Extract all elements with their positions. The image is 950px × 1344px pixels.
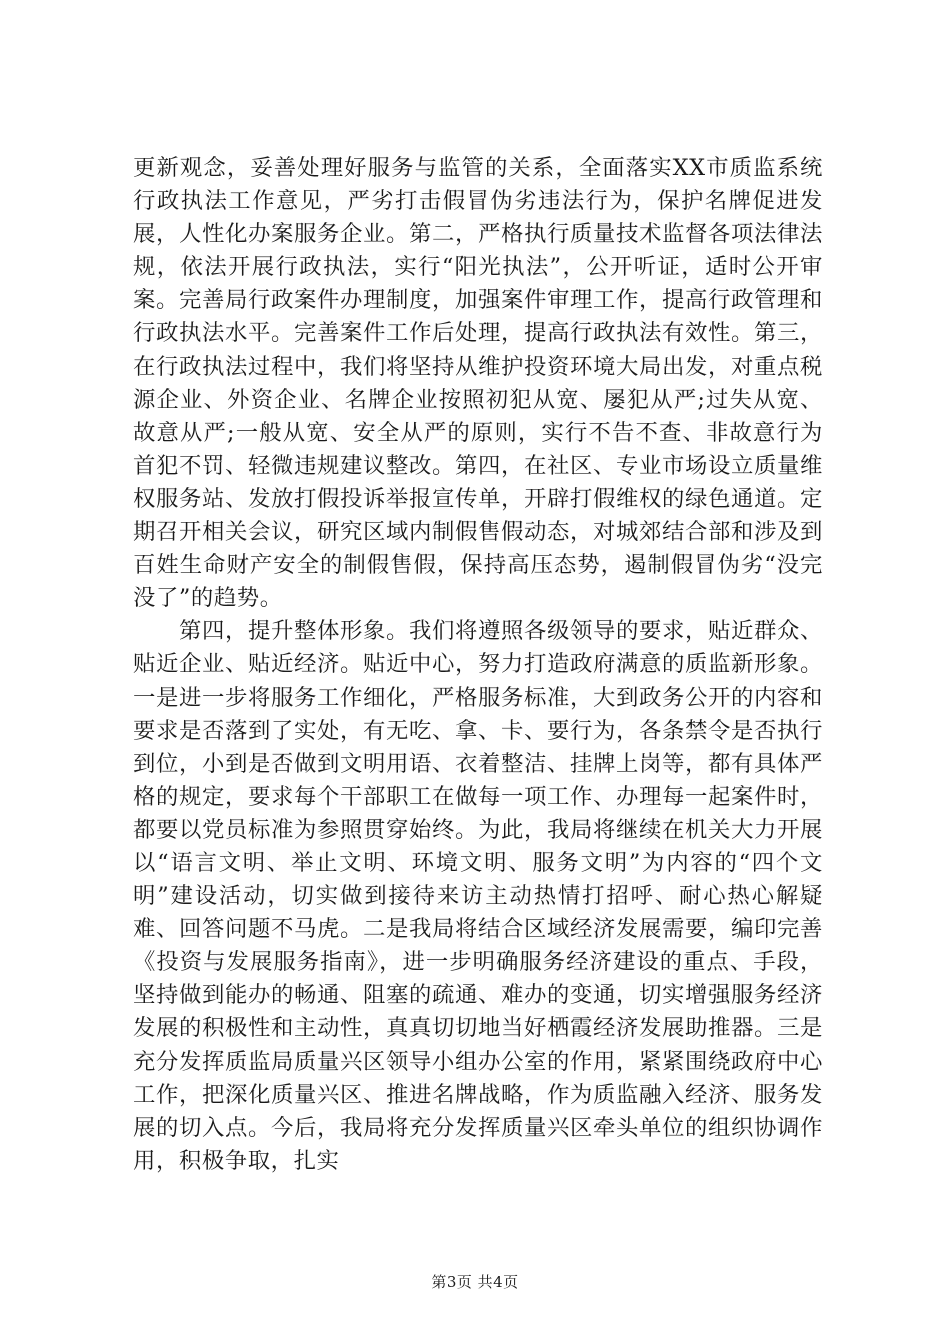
paragraph-overall-image: 第四，提升整体形象。我们将遵照各级领导的要求，贴近群众、贴近企业、贴近经济。贴近中心，努力打造政府满意的质监新形象。一是进一步将服务工作细化，严格服务标准，大到政务公开的内容和要求是否落到了实处，有无吃、拿、卡、要行为，各条禁令是否执行到位，小到是否做到文明用语、衣着整洁、挂牌上岗等，都有具体严格的规定，要求每个干部职工在做每一项工作、办理每一起案件时，都要以党员标准为参照贯穿始终。为此，我局将继续在机关大力开展以“语言文明、举止文明、环境文明、服务文明”为内容的“四个文明”建设活动，切实做到接待来访主动热情打招呼、耐心热心解疑难、回答问题不马虎。二是我局将结合区域经济发展需要，编印完善《投资与发展服务指南》，进一步明确服务经济建设的重点、手段，坚持做到能办的畅通、阻塞的疏通、难办的变通，切实增强服务经济发展的积极性和主动性，真真切切地当好栖霞经济发展助推器。三是充分发挥质监局质量兴区领导小组办公室的作用，紧紧围绕政府中心工作，把深化质量兴区、推进名牌战略，作为质监融入经济、服务发展的切入点。今后，我局将充分发挥质量兴区牵头单位的组织协调作用，积极争取，扎实 — [133, 618, 823, 1174]
page-footer: 第3页 共4页 — [431, 1273, 519, 1291]
document-body — [133, 152, 823, 1178]
paragraph-law-enforcement: 更新观念，妥善处理好服务与监管的关系，全面落实XX市质监系统行政执法工作意见，严劣打击假冒伪劣违法行为，保护名牌促进发展，人性化办案服务企业。第二，严格执行质量技术监督各项法律法规，依法开展行政执法，实行“阳光执法”，公开听证，适时公开审案。完善局行政案件办理制度，加强案件审理工作，提高行政管理和行政执法水平。完善案件工作后处理，提高行政执法有效性。第三，在行政执法过程中，我们将坚持从维护投资环境大局出发，对重点税源企业、外资企业、名牌企业按照初犯从宽、屡犯从严;过失从宽、故意从严;一般从宽、安全从严的原则，实行不告不查、非故意行为首犯不罚、轻微违规建议整改。第四，在社区、专业市场设立质量维权服务站、发放打假投诉举报宣传单，开辟打假维权的绿色通道。定期召开相关会议，研究区域内制假售假动态，对城郊结合部和涉及到百姓生命财产安全的制假售假，保持高压态势，遏制假冒伪劣“没完没了”的趋势。 — [133, 155, 823, 612]
